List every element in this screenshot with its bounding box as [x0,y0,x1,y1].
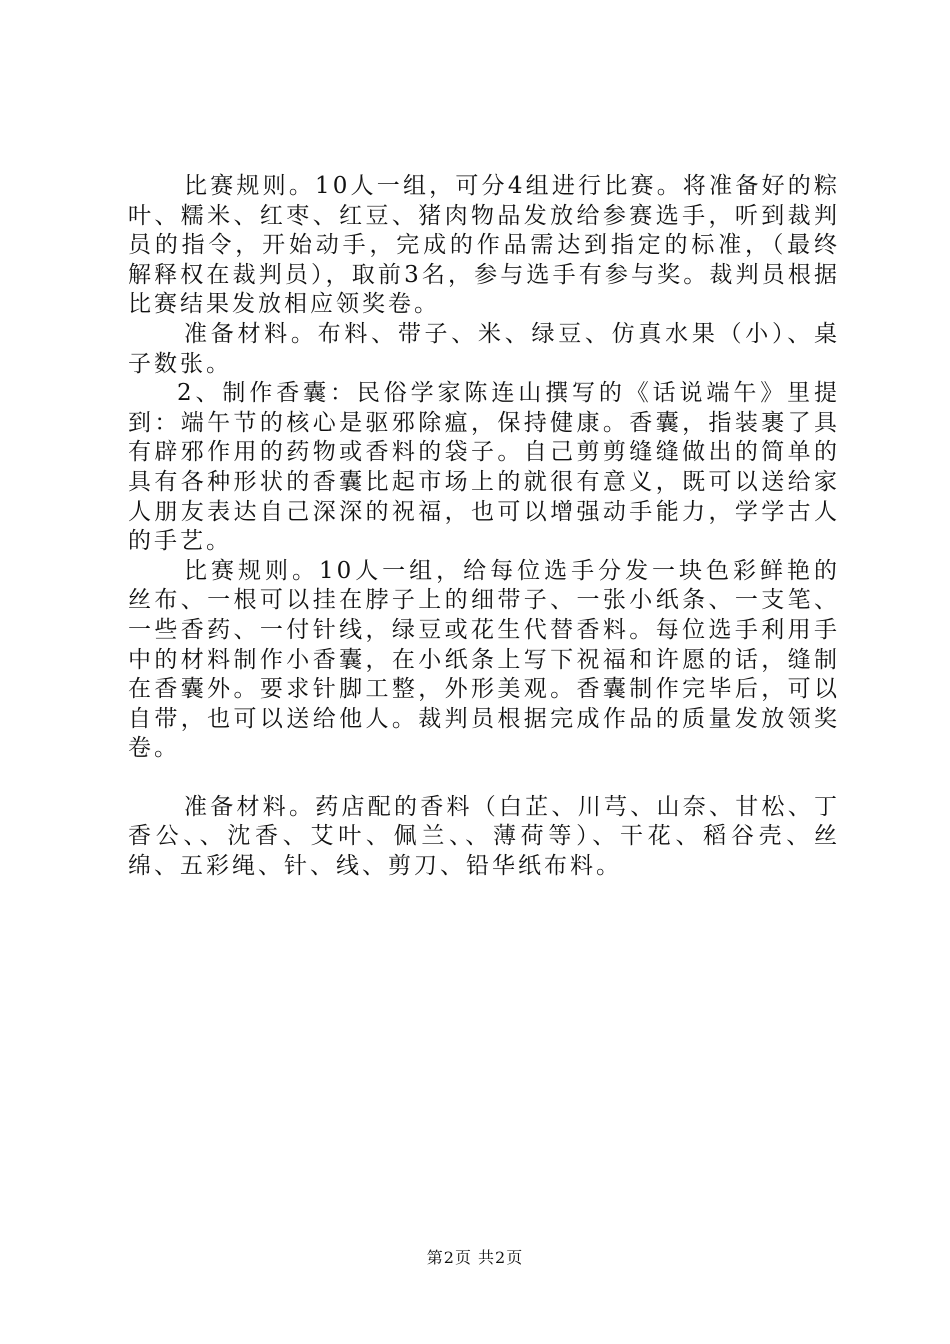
document-body [128,172,840,882]
paragraph-contest-rules-zongzi: 比赛规则。10人一组，可分4组进行比赛。将准备好的粽叶、糯米、红枣、红豆、猪肉物品发放给参赛选手，听到裁判员的指令，开始动手，完成的作品需达到指定的标准，（最终解释权在裁判员），取前3名，参与选手有参与奖。裁判员根据比赛结果发放相应领奖卷。 [128,173,840,318]
paragraph-contest-rules-sachet: 比赛规则。10人一组，给每位选手分发一块色彩鲜艳的丝布、一根可以挂在脖子上的细带子、一张小纸条、一支笔、一些香药、一付针线，绿豆或花生代替香料。每位选手利用手中的材料制作小香囊，在小纸条上写下祝福和许愿的话，缝制在香囊外。要求针脚工整，外形美观。香囊制作完毕后，可以自带，也可以送给他人。裁判员根据完成作品的质量发放领奖卷。 [128,557,840,762]
paragraph-making-sachet: 2、制作香囊：民俗学家陈连山撰写的《话说端午》里提到：端午节的核心是驱邪除瘟，保持健康。香囊，指装裹了具有辟邪作用的药物或香料的袋子。自己剪剪缝缝做出的简单的具有各种形状的香囊比起市场上的就很有意义，既可以送给家人朋友表达自己深深的祝福，也可以增强动手能力，学学古人的手艺。 [128,380,840,555]
paragraph-materials-sachet: 准备材料。药店配的香料（白芷、川芎、山奈、甘松、丁香公、、沈香、艾叶、佩兰、、薄荷等）、干花、稻谷壳、丝绵、五彩绳、针、线、剪刀、铅华纸布料。 [128,793,840,880]
paragraph-materials-zongzi: 准备材料。布料、带子、米、绿豆、仿真水果（小）、桌子数张。 [128,320,840,377]
paragraph-spacer [128,764,840,793]
page-number-footer: 第2页 共2页 [426,1248,524,1267]
